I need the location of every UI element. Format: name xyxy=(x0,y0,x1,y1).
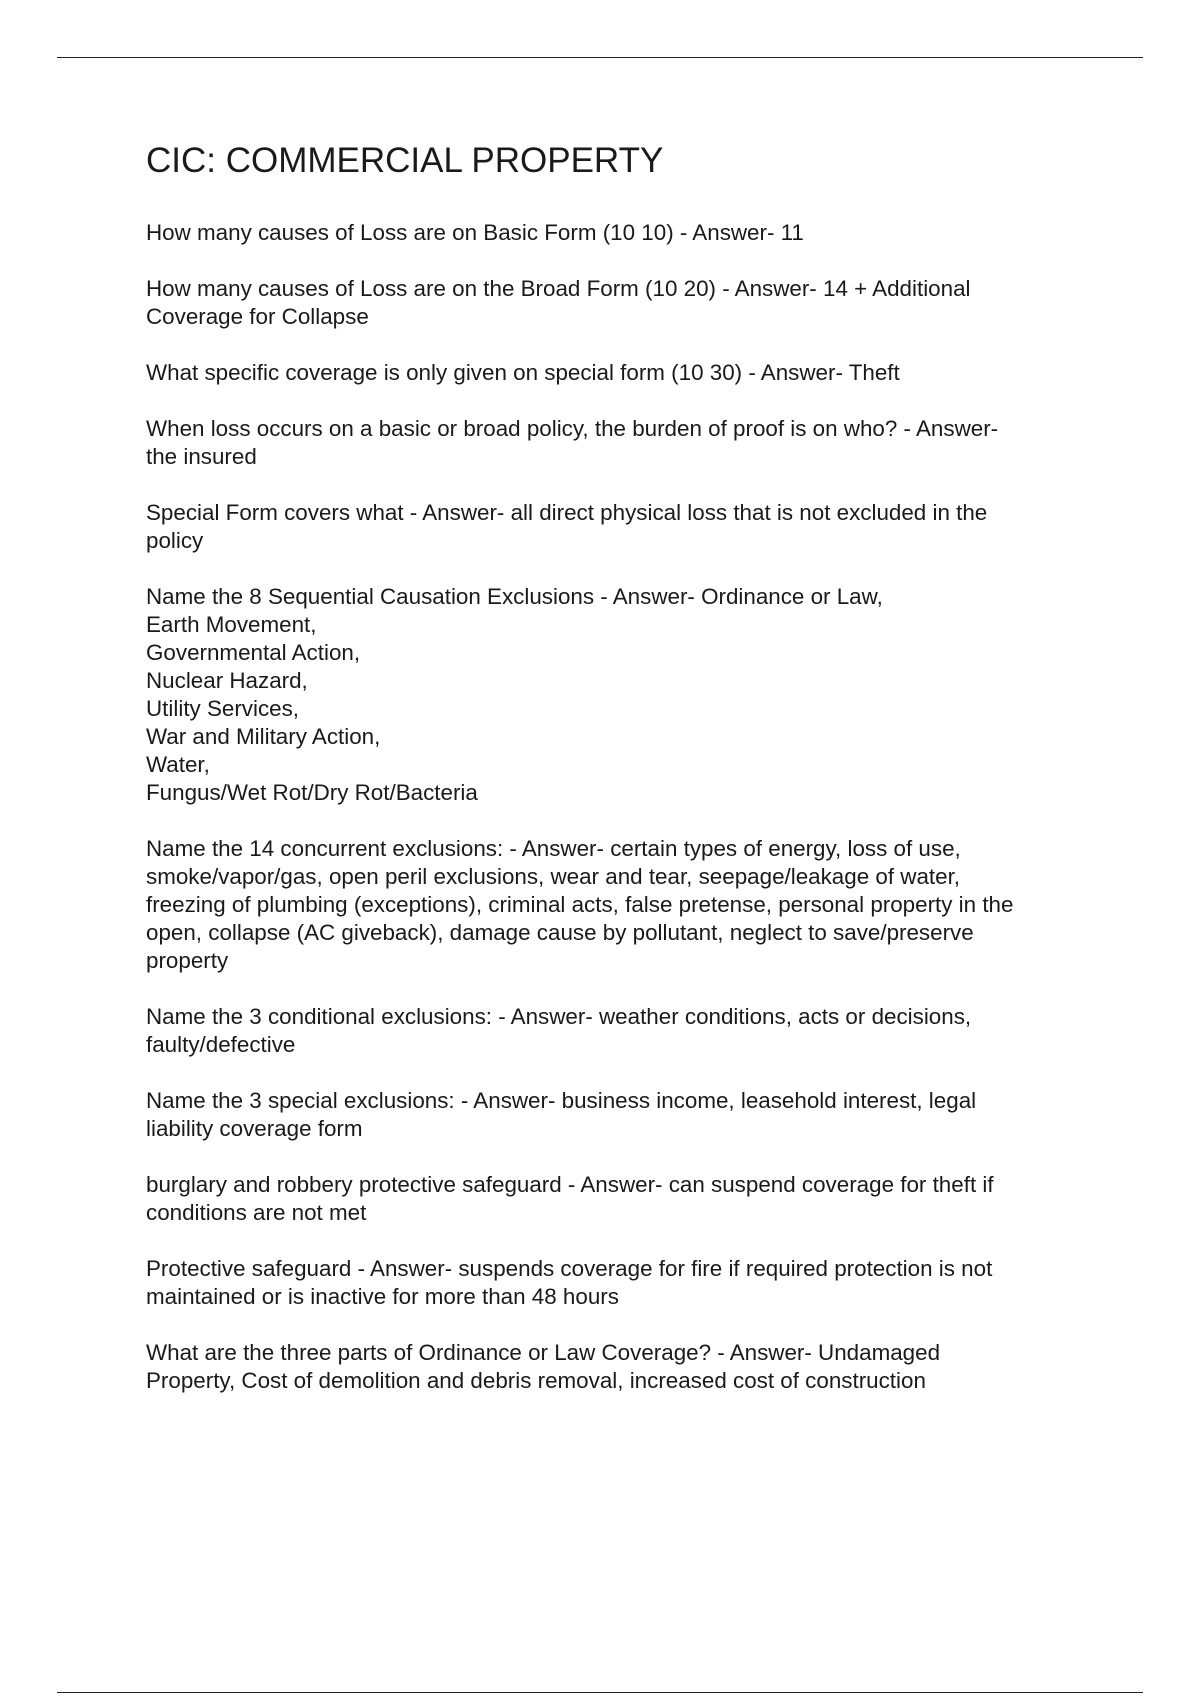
qa-line: War and Military Action, xyxy=(146,724,381,749)
qa-line: Utility Services, xyxy=(146,696,300,721)
qa-line: the insured xyxy=(146,444,257,469)
qa-line: Nuclear Hazard, xyxy=(146,668,308,693)
qa-item xyxy=(146,583,1086,807)
qa-item xyxy=(146,275,1086,331)
qa-list xyxy=(146,219,1086,1395)
document-body xyxy=(146,140,1086,1423)
qa-line: Coverage for Collapse xyxy=(146,304,369,329)
qa-line: Property, Cost of demolition and debris removal, increased cost of construction xyxy=(146,1368,926,1393)
qa-line: freezing of plumbing (exceptions), criminal acts, false pretense, personal property in the xyxy=(146,892,1014,917)
page-title: CIC: COMMERCIAL PROPERTY xyxy=(146,141,664,180)
qa-line: Name the 3 conditional exclusions: - Answer- weather conditions, acts or decisions, xyxy=(146,1004,972,1029)
qa-item xyxy=(146,1087,1086,1143)
qa-line: Name the 8 Sequential Causation Exclusions - Answer- Ordinance or Law, xyxy=(146,584,883,609)
qa-item xyxy=(146,415,1086,471)
qa-line: Earth Movement, xyxy=(146,612,317,637)
qa-line: When loss occurs on a basic or broad policy, the burden of proof is on who? - Answer- xyxy=(146,416,999,441)
qa-line: faulty/defective xyxy=(146,1032,296,1057)
qa-item xyxy=(146,1339,1086,1395)
qa-line: Water, xyxy=(146,752,210,777)
qa-item xyxy=(146,1255,1086,1311)
top-divider xyxy=(57,57,1143,58)
qa-line: open, collapse (AC giveback), damage cause by pollutant, neglect to save/preserve xyxy=(146,920,974,945)
qa-line: Special Form covers what - Answer- all direct physical loss that is not excluded in the xyxy=(146,500,988,525)
qa-line: maintained or is inactive for more than 48 hours xyxy=(146,1284,619,1309)
qa-item xyxy=(146,359,1086,387)
qa-line: Name the 3 special exclusions: - Answer- business income, leasehold interest, legal xyxy=(146,1088,977,1113)
qa-item xyxy=(146,219,1086,247)
qa-item xyxy=(146,1003,1086,1059)
qa-line: Fungus/Wet Rot/Dry Rot/Bacteria xyxy=(146,780,478,805)
qa-line: How many causes of Loss are on Basic Form (10 10) - Answer- 11 xyxy=(146,220,804,245)
qa-line: policy xyxy=(146,528,204,553)
qa-line: Protective safeguard - Answer- suspends coverage for fire if required protection is not xyxy=(146,1256,993,1281)
qa-line: property xyxy=(146,948,229,973)
qa-item xyxy=(146,499,1086,555)
qa-item xyxy=(146,835,1086,975)
qa-line: smoke/vapor/gas, open peril exclusions, wear and tear, seepage/leakage of water, xyxy=(146,864,961,889)
bottom-divider xyxy=(57,1692,1143,1693)
qa-line: What specific coverage is only given on special form (10 30) - Answer- Theft xyxy=(146,360,900,385)
qa-line: liability coverage form xyxy=(146,1116,363,1141)
qa-line: burglary and robbery protective safeguard - Answer- can suspend coverage for theft if xyxy=(146,1172,994,1197)
qa-item xyxy=(146,1171,1086,1227)
qa-line: How many causes of Loss are on the Broad Form (10 20) - Answer- 14 + Additional xyxy=(146,276,971,301)
qa-line: Name the 14 concurrent exclusions: - Answer- certain types of energy, loss of use, xyxy=(146,836,961,861)
qa-line: What are the three parts of Ordinance or Law Coverage? - Answer- Undamaged xyxy=(146,1340,941,1365)
qa-line: Governmental Action, xyxy=(146,640,361,665)
qa-line: conditions are not met xyxy=(146,1200,367,1225)
